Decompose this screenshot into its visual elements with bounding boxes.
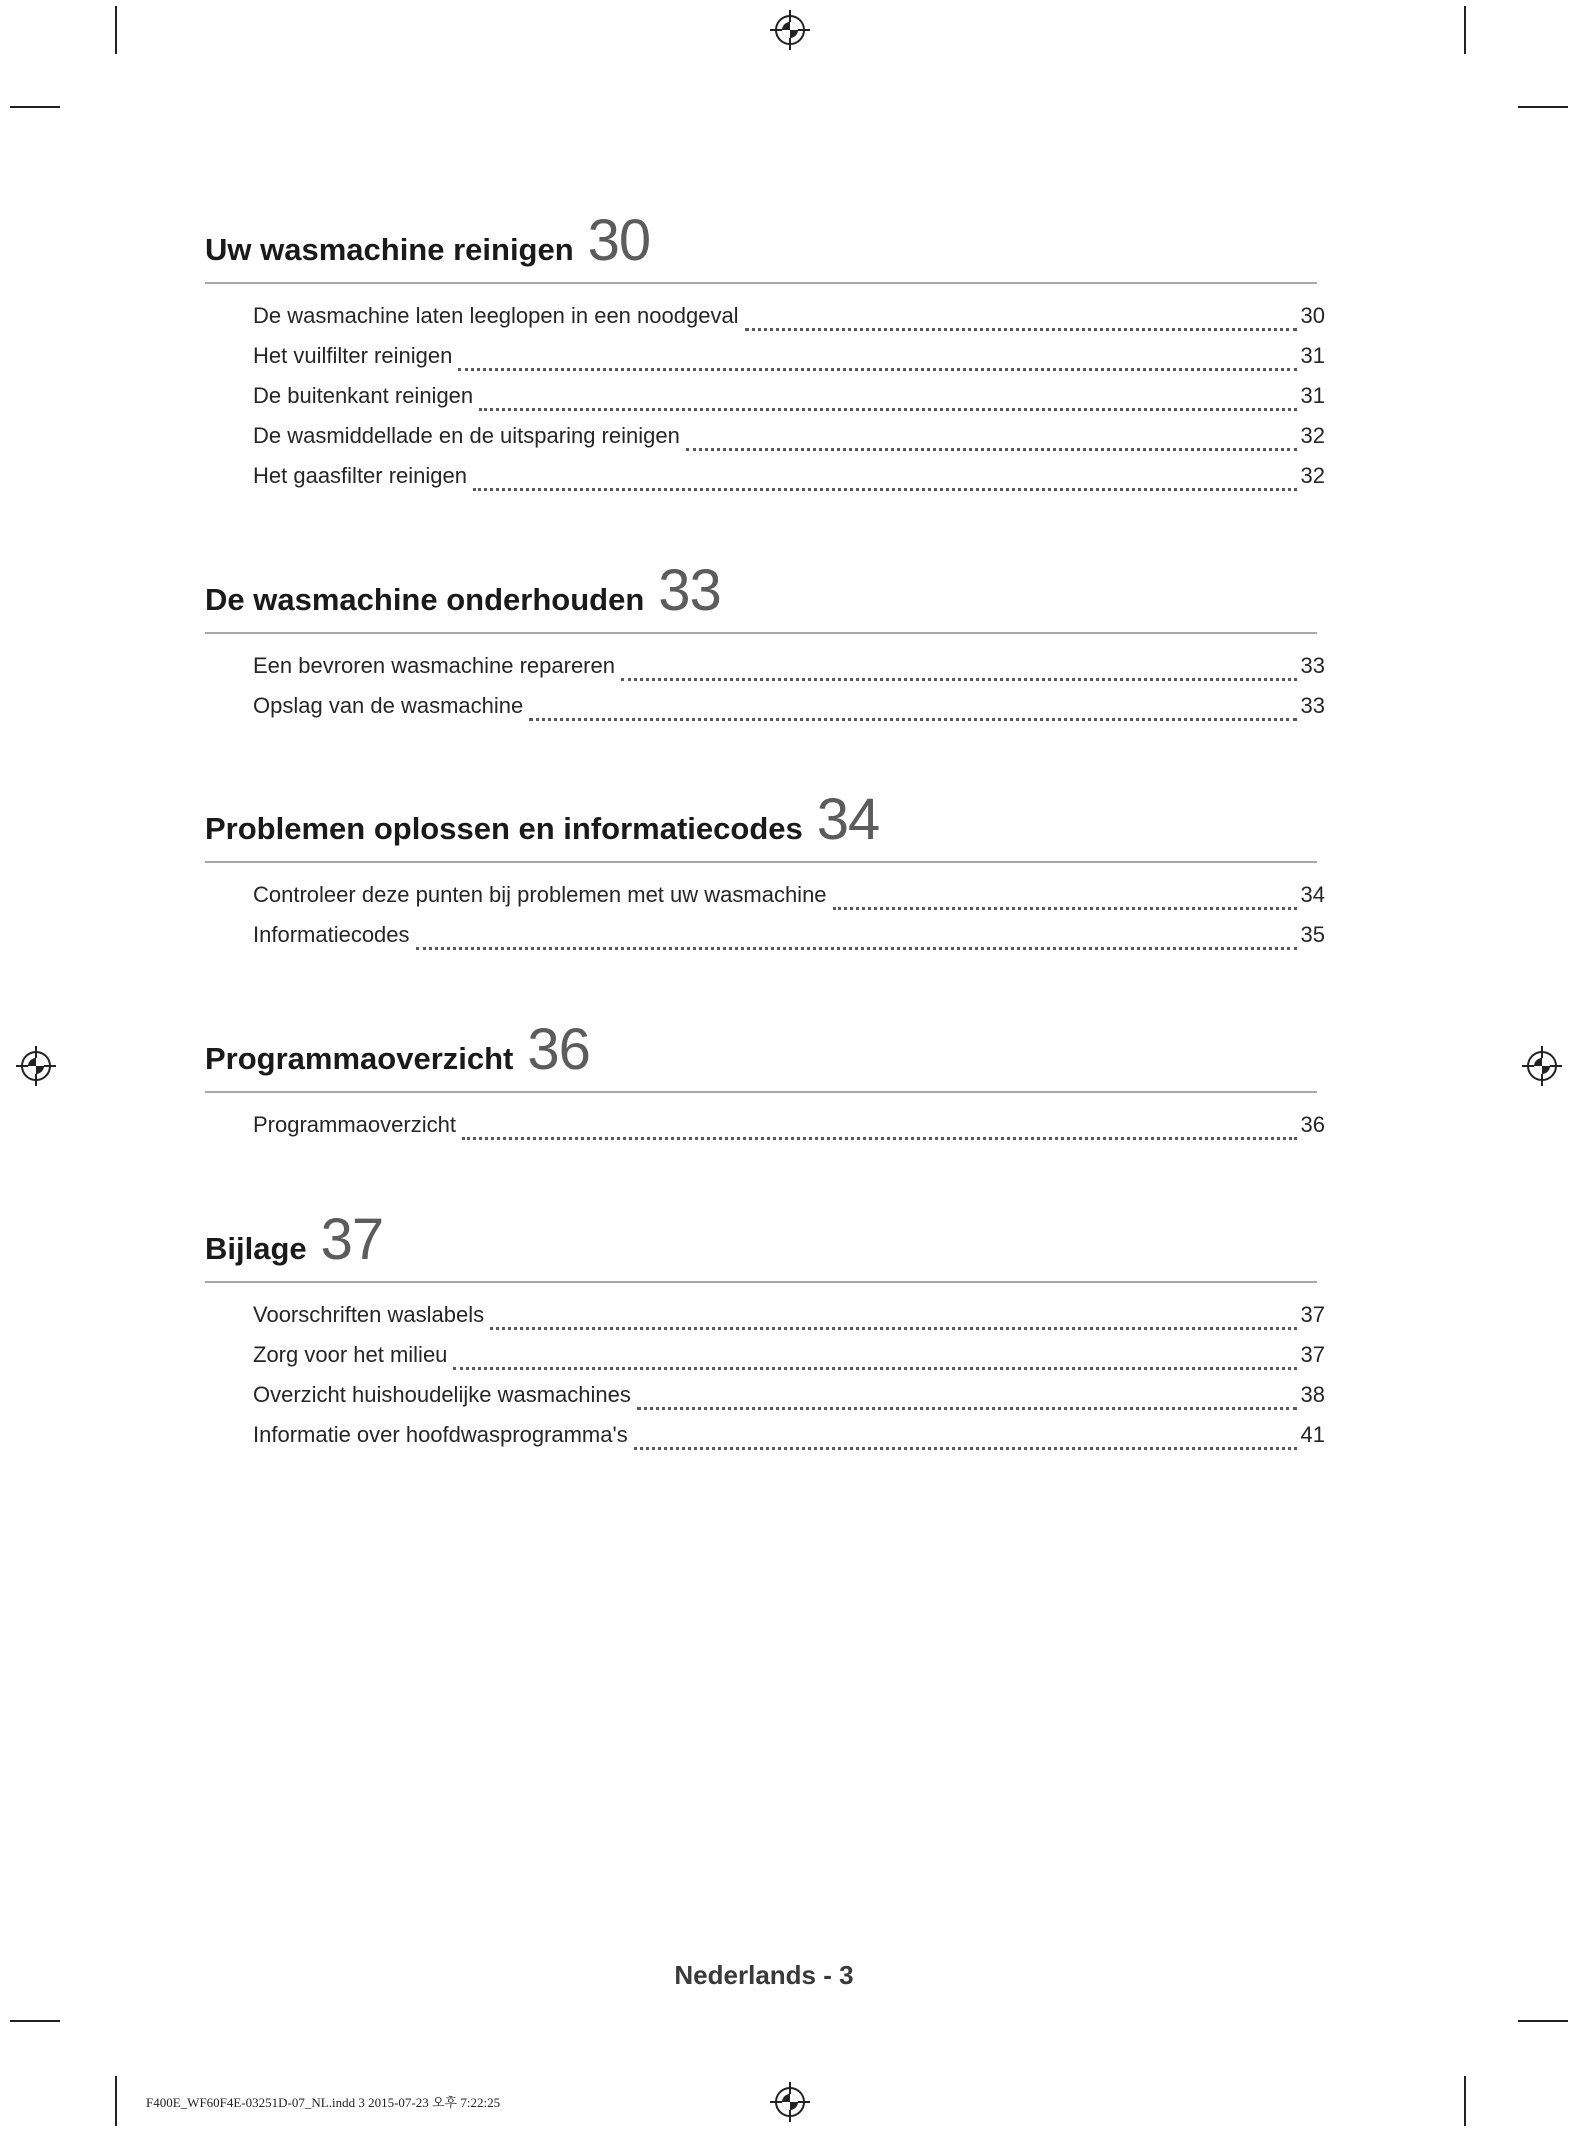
crop-mark-top-right-vertical bbox=[1464, 6, 1466, 54]
toc-entry-page: 37 bbox=[1300, 1342, 1325, 1367]
dot-leader bbox=[490, 1305, 1296, 1330]
registration-mark-icon bbox=[770, 2082, 810, 2122]
toc-entry-label: Controleer deze punten bij problemen met uw wasmachine bbox=[253, 882, 827, 907]
section-entries bbox=[205, 646, 1325, 726]
toc-entry[interactable] bbox=[253, 1105, 1325, 1145]
section-page-number: 30 bbox=[587, 208, 651, 273]
toc-entry-label: Het vuilfilter reinigen bbox=[253, 343, 453, 368]
section-page-number: 33 bbox=[658, 558, 721, 623]
section-header bbox=[205, 1019, 1317, 1093]
toc-entry-page: 37 bbox=[1300, 1302, 1325, 1327]
dot-leader bbox=[833, 885, 1297, 910]
toc-entry[interactable] bbox=[253, 646, 1325, 686]
crop-mark-top-left-vertical bbox=[115, 6, 117, 54]
section-header bbox=[205, 789, 1317, 863]
toc-entry-label: Voorschriften waslabels bbox=[253, 1302, 485, 1327]
section-title[interactable] bbox=[205, 207, 650, 274]
toc-entry-label: Zorg voor het milieu bbox=[253, 1342, 448, 1367]
dot-leader bbox=[637, 1385, 1297, 1410]
toc-entry[interactable] bbox=[253, 296, 1325, 336]
toc-entry-label: Het gaasfilter reinigen bbox=[253, 463, 468, 488]
crop-mark-top-right-horizontal bbox=[1518, 106, 1568, 108]
toc-entry[interactable] bbox=[253, 1295, 1325, 1335]
toc-section bbox=[205, 1017, 1325, 1145]
toc-entry-label: De buitenkant reinigen bbox=[253, 383, 474, 408]
toc-entry-label: Informatie over hoofdwasprogramma's bbox=[253, 1422, 628, 1447]
toc-entry-page: 32 bbox=[1300, 463, 1325, 488]
section-title[interactable] bbox=[205, 1206, 383, 1273]
section-title-text: Uw wasmachine reinigen bbox=[205, 232, 574, 267]
toc-entry-page: 31 bbox=[1300, 383, 1325, 408]
toc-entry-page: 38 bbox=[1300, 1382, 1325, 1407]
toc-entry[interactable] bbox=[253, 456, 1325, 496]
toc-entry[interactable] bbox=[253, 915, 1325, 955]
toc-section bbox=[205, 787, 1325, 955]
toc-entry-page: 41 bbox=[1300, 1422, 1325, 1447]
dot-leader bbox=[473, 466, 1297, 491]
section-page-number: 36 bbox=[527, 1017, 590, 1082]
toc-section bbox=[205, 1207, 1325, 1455]
toc-entry-page: 35 bbox=[1300, 922, 1325, 947]
section-title[interactable] bbox=[205, 1016, 590, 1083]
crop-mark-bottom-left-horizontal bbox=[10, 2020, 60, 2022]
toc-entry-label: Programmaoverzicht bbox=[253, 1112, 456, 1137]
toc-entry[interactable] bbox=[253, 1375, 1325, 1415]
registration-mark-icon bbox=[770, 10, 810, 50]
toc-entry-label: Een bevroren wasmachine repareren bbox=[253, 653, 615, 678]
registration-mark-icon bbox=[1522, 1046, 1562, 1086]
toc-entry-page: 30 bbox=[1300, 303, 1325, 328]
section-title[interactable] bbox=[205, 557, 721, 624]
section-title-text: Bijlage bbox=[205, 1231, 307, 1266]
toc-section bbox=[205, 558, 1325, 726]
toc-entry-page: 33 bbox=[1300, 653, 1325, 678]
toc-entry-page: 31 bbox=[1300, 343, 1325, 368]
toc-entry-label: Opslag van de wasmachine bbox=[253, 693, 524, 718]
dot-leader bbox=[686, 426, 1297, 451]
toc-section bbox=[205, 208, 1325, 496]
toc-entry[interactable] bbox=[253, 875, 1325, 915]
section-header bbox=[205, 1209, 1317, 1283]
dot-leader bbox=[745, 306, 1297, 331]
dot-leader bbox=[416, 925, 1297, 950]
print-slug: F400E_WF60F4E-03251D-07_NL.indd 3 2015-07-23 오후 7:22:25 bbox=[146, 2095, 501, 2110]
section-header bbox=[205, 560, 1317, 634]
dot-leader bbox=[453, 1345, 1296, 1370]
crop-mark-top-left-horizontal bbox=[10, 106, 60, 108]
toc-entry[interactable] bbox=[253, 1335, 1325, 1375]
toc-entry[interactable] bbox=[253, 1415, 1325, 1455]
section-title[interactable] bbox=[205, 786, 879, 853]
toc-entry-page: 33 bbox=[1300, 693, 1325, 718]
toc-entry-label: De wasmachine laten leeglopen in een noodgeval bbox=[253, 303, 739, 328]
toc-entry-page: 36 bbox=[1300, 1112, 1325, 1137]
section-header bbox=[205, 210, 1317, 284]
toc-entry[interactable] bbox=[253, 686, 1325, 726]
toc-entry[interactable] bbox=[253, 376, 1325, 416]
dot-leader bbox=[529, 696, 1296, 721]
section-title-text: Problemen oplossen en informatiecodes bbox=[205, 811, 803, 846]
toc-entry-label: De wasmiddellade en de uitsparing reinigen bbox=[253, 423, 680, 448]
dot-leader bbox=[462, 1115, 1297, 1140]
dot-leader bbox=[479, 386, 1296, 411]
section-title-text: De wasmachine onderhouden bbox=[205, 582, 645, 617]
toc-entry-label: Informatiecodes bbox=[253, 922, 410, 947]
crop-mark-bottom-right-vertical bbox=[1464, 2076, 1466, 2126]
dot-leader bbox=[621, 656, 1297, 681]
section-entries bbox=[205, 296, 1325, 496]
toc-entry-page: 34 bbox=[1300, 882, 1325, 907]
section-entries bbox=[205, 875, 1325, 955]
section-page-number: 37 bbox=[320, 1207, 384, 1272]
section-page-number: 34 bbox=[816, 787, 880, 852]
registration-mark-icon bbox=[16, 1046, 56, 1086]
crop-mark-bottom-left-vertical bbox=[115, 2076, 117, 2126]
section-entries bbox=[205, 1295, 1325, 1455]
dot-leader bbox=[634, 1425, 1297, 1450]
dot-leader bbox=[458, 346, 1296, 371]
toc-entry[interactable] bbox=[253, 336, 1325, 376]
page-footer-language: Nederlands - 3 bbox=[674, 1960, 854, 1990]
toc-entry-page: 32 bbox=[1300, 423, 1325, 448]
toc-entry[interactable] bbox=[253, 416, 1325, 456]
toc-entry-label: Overzicht huishoudelijke wasmachines bbox=[253, 1382, 631, 1407]
section-title-text: Programmaoverzicht bbox=[205, 1041, 514, 1076]
section-entries bbox=[205, 1105, 1325, 1145]
crop-mark-bottom-right-horizontal bbox=[1518, 2020, 1568, 2022]
